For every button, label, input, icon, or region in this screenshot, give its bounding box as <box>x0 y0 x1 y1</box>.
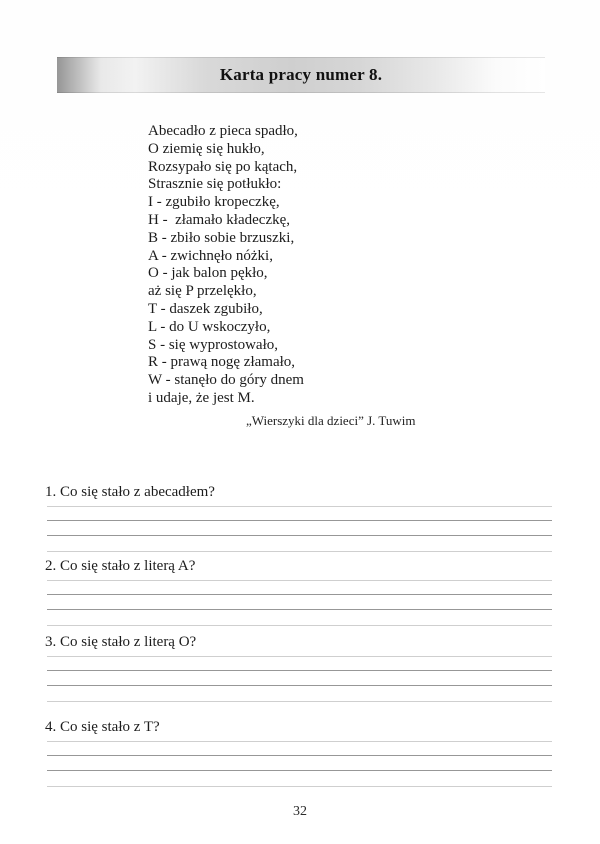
poem-attribution: „Wierszyki dla dzieci” J. Tuwim <box>246 413 416 428</box>
question-block <box>45 558 552 628</box>
answer-line <box>47 701 552 702</box>
poem-line: W - stanęło do góry dnem <box>148 372 304 389</box>
answer-line <box>47 506 552 507</box>
question-block <box>45 634 552 704</box>
answer-line <box>47 580 552 581</box>
question-text: 3. Co się stało z literą O? <box>45 634 197 650</box>
poem-line: O - jak balon pękło, <box>148 265 268 282</box>
poem-line: Rozsypało się po kątach, <box>148 158 298 175</box>
poem-line: B - zbiło sobie brzuszki, <box>148 229 295 246</box>
poem-line: R - prawą nogę złamało, <box>148 354 296 371</box>
poem-line: aż się P przelękło, <box>148 283 257 300</box>
poem-line: S - się wyprostowało, <box>148 336 278 353</box>
poem-line: A - zwichnęło nóżki, <box>148 247 273 264</box>
question-text: 1. Co się stało z abecadłem? <box>45 484 215 500</box>
question-block <box>45 484 552 554</box>
page-title: Karta pracy numer 8. <box>219 65 383 84</box>
answer-line <box>47 685 552 686</box>
poem-line: i udaje, że jest M. <box>148 389 255 406</box>
answer-line <box>47 755 552 756</box>
answer-line <box>47 625 552 626</box>
poem-line: Abecadło z pieca spadło, <box>148 123 298 139</box>
page-number: 32 <box>293 804 307 819</box>
poem-line: T - daszek zgubiło, <box>148 300 263 317</box>
title-banner <box>57 57 545 93</box>
poem-line: L - do U wskoczyło, <box>148 318 271 335</box>
poem-line: I - zgubiło kropeczkę, <box>148 194 280 211</box>
answer-line <box>47 786 552 787</box>
answer-line <box>47 535 552 536</box>
question-text: 4. Co się stało z T? <box>45 719 160 735</box>
poem-line: Strasznie się potłukło: <box>148 176 282 193</box>
answer-line <box>47 656 552 657</box>
answer-line <box>47 770 552 771</box>
poem <box>148 123 304 408</box>
poem-line: H - złamało kładeczkę, <box>148 211 291 228</box>
answer-line <box>47 609 552 610</box>
question-text: 2. Co się stało z literą A? <box>45 558 196 574</box>
answer-line <box>47 741 552 742</box>
answer-line <box>47 594 552 595</box>
poem-line: O ziemię się hukło, <box>148 140 265 157</box>
question-block <box>45 719 552 789</box>
answer-line <box>47 551 552 552</box>
answer-line <box>47 670 552 671</box>
answer-line <box>47 520 552 521</box>
